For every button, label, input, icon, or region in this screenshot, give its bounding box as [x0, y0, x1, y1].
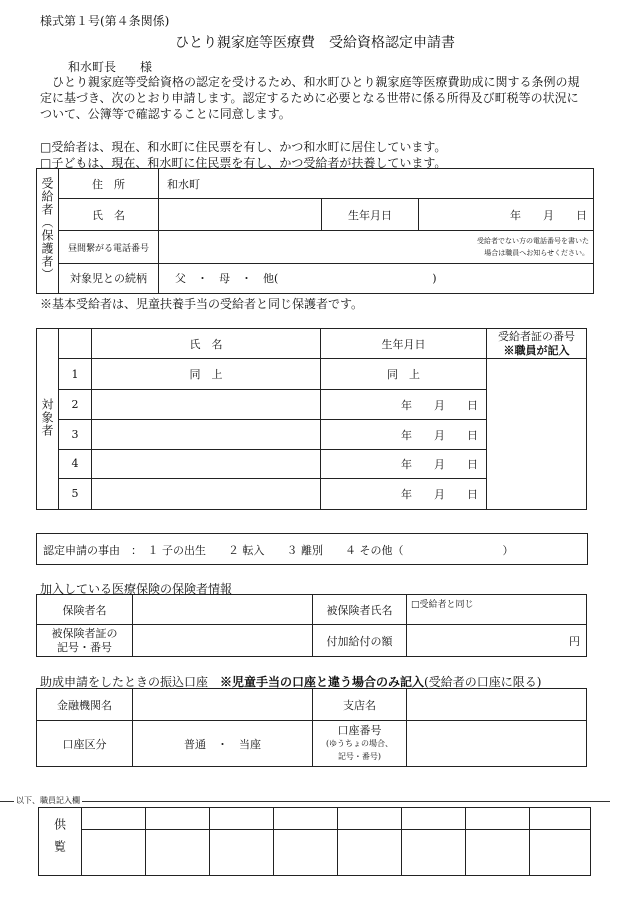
review-cell[interactable] [146, 808, 210, 830]
review-cell[interactable] [402, 808, 466, 830]
targets-table [36, 328, 587, 510]
target-birth-field[interactable]: 年 月 日 [321, 420, 487, 449]
review-stamp[interactable] [530, 830, 591, 876]
review-label: 供覧 [39, 808, 82, 876]
review-stamp[interactable] [146, 830, 210, 876]
bank-heading: 助成申請をしたときの振込口座 ※児童手当の口座と違う場合のみ記入(受給者の口座に限る) [40, 675, 542, 689]
account-number-field[interactable] [407, 721, 587, 767]
insurer-field[interactable] [133, 595, 313, 625]
row-no: 3 [59, 420, 92, 449]
insurance-heading: 加入している医療保険の保険者情報 [40, 582, 233, 596]
bank-institution-field[interactable] [133, 689, 313, 721]
same-as-recipient-checkbox[interactable]: □受給者と同じ [411, 600, 474, 610]
review-stamp[interactable] [402, 830, 466, 876]
insurance-table [36, 594, 587, 657]
review-stamp[interactable] [466, 830, 530, 876]
insured-cert-field[interactable] [133, 625, 313, 657]
row-no: 4 [59, 449, 92, 478]
review-cell[interactable] [274, 808, 338, 830]
target-birth-field[interactable]: 年 月 日 [321, 478, 487, 509]
intro-line-1: ひとり親家庭等受給資格の認定を受けるため、和水町ひとり親家庭等医療費助成に関する条例の規 [52, 75, 580, 89]
extra-benefit-label: 付加給付の額 [313, 625, 407, 657]
review-stamp[interactable] [274, 830, 338, 876]
insured-cert-label: 被保険者証の 記号・番号 [37, 625, 133, 657]
recipient-side-label: 受給者（保護者） [37, 169, 59, 294]
name-field[interactable] [159, 199, 322, 231]
col-name: 氏 名 [92, 329, 321, 359]
target-birth-field[interactable]: 年 月 日 [321, 390, 487, 420]
reason-box[interactable] [36, 533, 588, 565]
recipient-note: ※基本受給者は、児童扶養手当の受給者と同じ保護者です。 [40, 297, 364, 311]
target-name-field[interactable] [92, 390, 321, 420]
review-cell[interactable] [210, 808, 274, 830]
target-name-field[interactable]: 同 上 [92, 359, 321, 390]
review-stamp[interactable] [338, 830, 402, 876]
staff-divider-label: 以下、職員記入欄 [16, 796, 80, 805]
review-cell[interactable] [338, 808, 402, 830]
insured-name-label: 被保険者氏名 [313, 595, 407, 625]
account-number-label: 口座番号 (ゆうちょの場合、 記号・番号) [313, 721, 407, 767]
row-no: 2 [59, 390, 92, 420]
row-no: 1 [59, 359, 92, 390]
page-title: ひとり親家庭等医療費 受給資格認定申請書 [175, 35, 455, 51]
target-name-field[interactable] [92, 478, 321, 509]
insured-name-field[interactable] [407, 595, 587, 625]
phone-field[interactable] [159, 231, 594, 263]
address-label: 住 所 [59, 169, 159, 199]
relation-label: 対象児との続柄 [59, 263, 159, 293]
targets-side-label: 対象者 [37, 329, 59, 510]
bank-institution-label: 金融機関名 [37, 689, 133, 721]
review-table [38, 807, 591, 876]
row-no: 5 [59, 478, 92, 509]
target-birth-field[interactable]: 同 上 [321, 359, 487, 390]
addressee: 和水町長 様 [68, 60, 153, 74]
check-recipient-resident[interactable]: □受給者は、現在、和水町に住民票を有し、かつ和水町に居住しています。 [40, 140, 447, 154]
phone-note-2: 場合は職員へお知らせください。 [484, 249, 589, 258]
bank-branch-field[interactable] [407, 689, 587, 721]
relation-field[interactable]: 父 ・ 母 ・ 他( ) [159, 263, 594, 293]
col-cert: 受給者証の番号 ※職員が記入 [487, 329, 587, 359]
target-name-field[interactable] [92, 420, 321, 449]
bank-branch-label: 支店名 [313, 689, 407, 721]
staff-divider [0, 801, 610, 802]
birth-label: 生年月日 [322, 199, 419, 231]
review-stamp[interactable] [82, 830, 146, 876]
check-child-resident[interactable]: □子どもは、現在、和水町に住民票を有し、かつ受給者が扶養しています。 [40, 156, 447, 170]
name-label: 氏 名 [59, 199, 159, 231]
account-type-label: 口座区分 [37, 721, 133, 767]
review-cell[interactable] [530, 808, 591, 830]
review-stamp[interactable] [210, 830, 274, 876]
extra-benefit-field[interactable]: 円 [407, 625, 587, 657]
insurer-label: 保険者名 [37, 595, 133, 625]
recipient-table [36, 168, 594, 294]
target-name-field[interactable] [92, 449, 321, 478]
form-number: 様式第１号(第４条関係) [40, 14, 170, 28]
address-field[interactable]: 和水町 [159, 169, 594, 199]
bank-table [36, 688, 587, 767]
intro-line-3: ついて、公簿等で確認することに同意します。 [40, 107, 291, 121]
reason-text: 認定申請の事由 ： １ 子の出生 ２ 転入 ３ 離別 ４ その他（ ） [43, 544, 514, 557]
birth-field[interactable]: 年 月 日 [419, 199, 594, 231]
review-cell[interactable] [82, 808, 146, 830]
intro-line-2: 定に基づき、次のとおり申請します。認定するために必要となる世帯に係る所得及び町税等の状況に [40, 91, 579, 105]
target-birth-field[interactable]: 年 月 日 [321, 449, 487, 478]
phone-note-1: 受給者でない方の電話番号を書いた [477, 237, 589, 246]
col-birth: 生年月日 [321, 329, 487, 359]
review-cell[interactable] [466, 808, 530, 830]
phone-label: 昼間繋がる電話番号 [59, 231, 159, 263]
account-type-field[interactable]: 普通 ・ 当座 [133, 721, 313, 767]
cert-number-field[interactable] [487, 359, 587, 510]
